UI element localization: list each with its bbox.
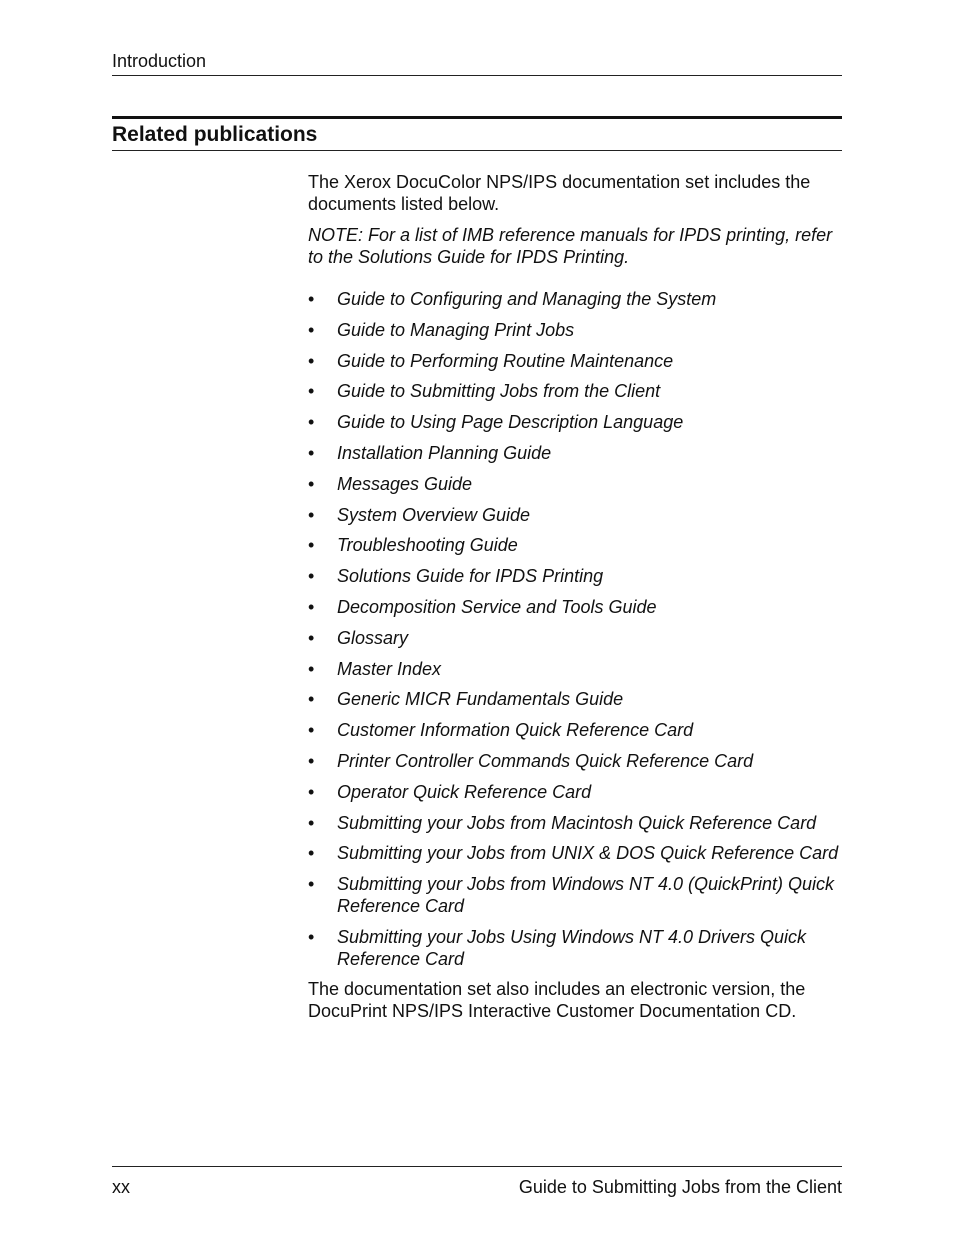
section-title: Related publications [112, 123, 318, 146]
publication-title: Troubleshooting Guide [337, 535, 518, 556]
publication-list [308, 288, 842, 970]
publication-title: Guide to Performing Routine Maintenance [337, 350, 674, 371]
page-footer [112, 1166, 842, 1196]
bullet-icon: • [308, 689, 315, 710]
publication-title: Operator Quick Reference Card [337, 781, 592, 802]
page-number: xx [112, 1177, 130, 1197]
publication-list-item [308, 534, 842, 556]
publication-list-item [308, 627, 842, 649]
publication-list-item [308, 411, 842, 433]
bullet-icon: • [308, 627, 315, 648]
publication-title: Submitting your Jobs from Macintosh Quick Reference Card [337, 812, 817, 833]
bullet-icon: • [308, 442, 315, 463]
publication-list-item [308, 926, 842, 970]
bullet-icon: • [308, 381, 315, 402]
running-header-title: Introduction [112, 51, 207, 71]
publication-list-item [308, 596, 842, 618]
publication-title: Guide to Configuring and Managing the System [337, 289, 717, 309]
bullet-icon: • [308, 504, 315, 525]
publication-list-item [308, 565, 842, 587]
publication-title: Master Index [337, 658, 442, 679]
bullet-icon: • [308, 812, 315, 833]
bullet-icon: • [308, 781, 315, 802]
publication-list-item [308, 842, 842, 864]
publication-title: Messages Guide [337, 473, 473, 494]
publication-title: Generic MICR Fundamentals Guide [337, 689, 624, 710]
bullet-icon: • [308, 412, 315, 433]
bullet-icon: • [308, 926, 315, 947]
publication-title: Solutions Guide for IPDS Printing [337, 566, 604, 587]
publication-title: Glossary [337, 627, 409, 648]
bullet-icon: • [308, 750, 315, 771]
bullet-icon: • [308, 473, 315, 494]
bullet-icon: • [308, 350, 315, 371]
bullet-icon: • [308, 720, 315, 741]
bullet-icon: • [308, 289, 315, 309]
outro-paragraph: The documentation set also includes an electronic version, the DocuPrint NPS/IPS Interactive Customer Documentation CD. [308, 978, 806, 1021]
bullet-icon: • [308, 658, 315, 679]
publication-title: Submitting your Jobs Using Windows NT 4.0 Drivers Quick Reference Card [337, 926, 806, 969]
publication-list-item [308, 350, 842, 372]
publication-list-item [308, 812, 842, 834]
bullet-icon: • [308, 566, 315, 587]
main-content [308, 171, 842, 1022]
publication-list-item [308, 380, 842, 402]
bullet-icon: • [308, 535, 315, 556]
publication-title: Installation Planning Guide [337, 442, 552, 463]
publication-list-item [308, 442, 842, 464]
publication-list-item [308, 688, 842, 710]
publication-list-item [308, 873, 842, 917]
publication-title: Guide to Using Page Description Language [337, 412, 684, 433]
publication-list-item [308, 319, 842, 341]
note-paragraph: NOTE: For a list of IMB reference manuals for IPDS printing, refer to the Solutions Guide for IPDS Printing. [308, 225, 833, 267]
publication-list-item [308, 750, 842, 772]
publication-title: Submitting your Jobs from Windows NT 4.0 (QuickPrint) Quick Reference Card [337, 874, 834, 917]
publication-title: Guide to Submitting Jobs from the Client [337, 381, 661, 402]
bullet-icon: • [308, 843, 315, 864]
bullet-icon: • [308, 319, 315, 340]
bullet-icon: • [308, 596, 315, 617]
publication-list-item [308, 781, 842, 803]
footer-book-title: Guide to Submitting Jobs from the Client [518, 1177, 842, 1197]
publication-title: Submitting your Jobs from UNIX & DOS Quick Reference Card [337, 843, 839, 864]
publication-list-item [308, 658, 842, 680]
publication-title: System Overview Guide [337, 504, 531, 525]
intro-paragraph: The Xerox DocuColor NPS/IPS documentation set includes the documents listed below. [308, 172, 811, 214]
section-heading-bar [112, 116, 842, 151]
publication-list-item [308, 288, 842, 310]
publication-list-item [308, 504, 842, 526]
publication-title: Decomposition Service and Tools Guide [337, 596, 657, 617]
bullet-icon: • [308, 874, 315, 895]
page-header [112, 50, 842, 76]
publication-list-item [308, 473, 842, 495]
publication-title: Printer Controller Commands Quick Reference Card [337, 750, 754, 771]
publication-list-item [308, 719, 842, 741]
publication-title: Customer Information Quick Reference Card [337, 720, 694, 741]
publication-title: Guide to Managing Print Jobs [337, 319, 575, 340]
